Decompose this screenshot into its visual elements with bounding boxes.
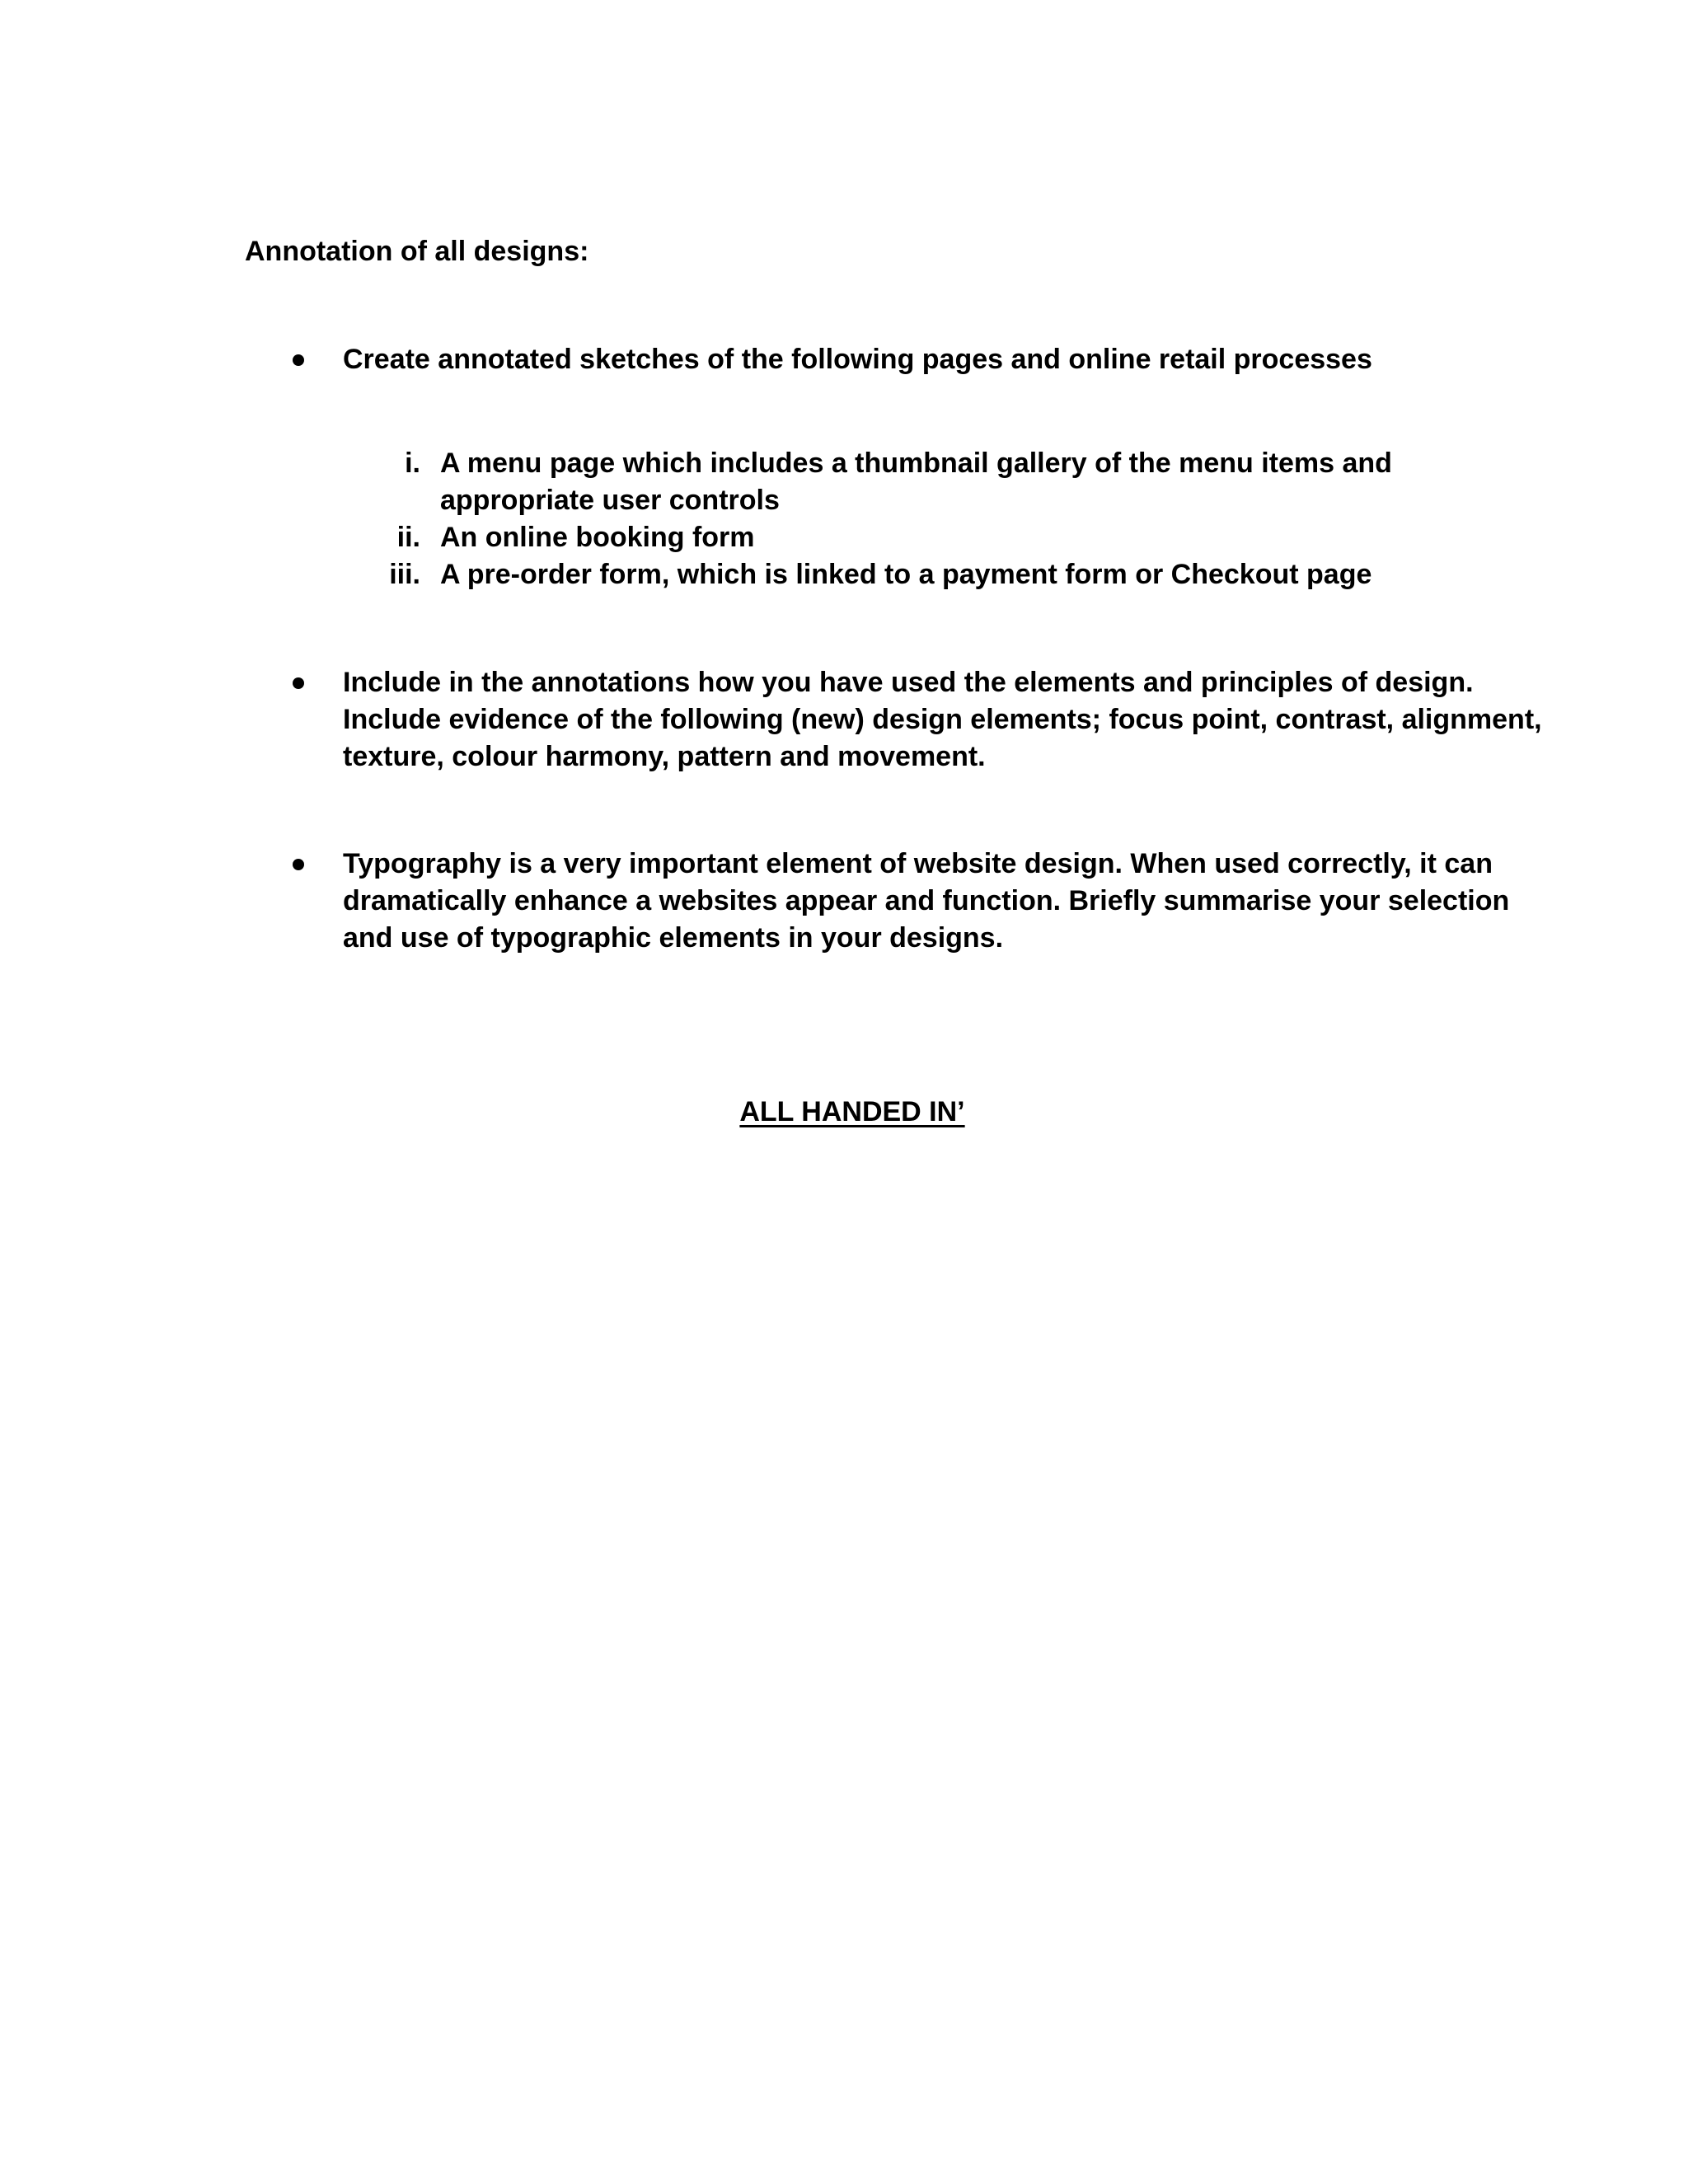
sublist-text <box>440 519 1434 556</box>
bullet-line: Typography is a very important element of website design. When used correctly, it can <box>343 848 1493 879</box>
bullet-text <box>343 846 1513 957</box>
sublist-item <box>363 519 1434 556</box>
bullet-line: Include in the annotations how you have used the elements and principles of design. <box>343 667 1474 698</box>
sublist-text <box>440 556 1434 593</box>
bullet-dot-icon <box>293 677 304 689</box>
sublist-numeral: i. <box>405 448 420 479</box>
sublist-item <box>363 556 1434 593</box>
footer-note-text: ALL HANDED IN’ <box>739 1096 965 1127</box>
document-heading: Annotation of all designs: <box>245 236 589 267</box>
bullet-line: Create annotated sketches of the following pages and online retail processes <box>343 344 1372 375</box>
sublist-line: An online booking form <box>440 522 755 553</box>
sublist-numeral: ii. <box>396 522 420 553</box>
sublist-text <box>440 445 1434 519</box>
bullet-dot-icon <box>293 859 304 870</box>
sublist-line: A pre-order form, which is linked to a payment form or Checkout page <box>440 559 1372 590</box>
bullet-line: texture, colour harmony, pattern and movement. <box>343 741 986 772</box>
bullet-line: Include evidence of the following (new) design elements; focus point, contrast, alignment, <box>343 704 1542 735</box>
bullet-text <box>343 341 1513 378</box>
footer-note <box>0 1093 1688 1131</box>
sublist-numeral: iii. <box>389 559 420 590</box>
sublist-item <box>363 445 1434 519</box>
bullet-line: and use of typographic elements in your designs. <box>343 922 1004 954</box>
bullet-dot-icon <box>293 354 304 366</box>
sublist-line: A menu page which includes a thumbnail gallery of the menu items and <box>440 448 1392 479</box>
numbered-sublist <box>363 445 1434 593</box>
sublist-line: appropriate user controls <box>440 485 780 516</box>
bullet-text <box>343 664 1542 776</box>
bullet-line: dramatically enhance a websites appear and function. Briefly summarise your selection <box>343 885 1510 916</box>
